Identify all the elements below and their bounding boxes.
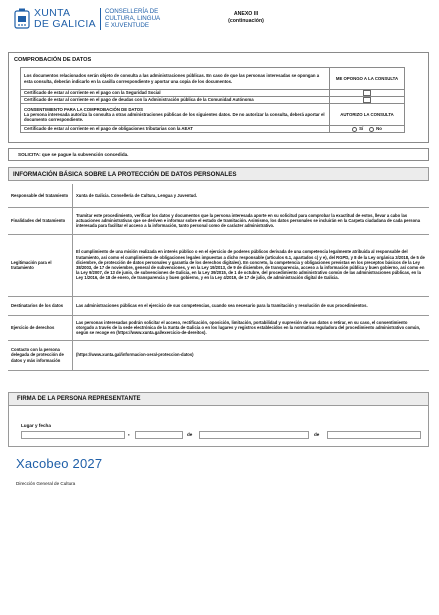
autorizo-header: AUTORIZO LA CONSULTA <box>330 104 405 126</box>
firma-title: FIRMA DE LA PERSONA REPRESENTANTE <box>17 396 141 402</box>
lugar-label: Lugar y fecha <box>21 423 51 428</box>
comprobacion-title: COMPROBACIÓN DE DATOS <box>14 57 92 63</box>
anexo-heading: ANEXO III (continuación) <box>228 11 264 24</box>
ano-input[interactable] <box>327 431 421 439</box>
prot-label: Destinatarios de los datos <box>8 296 73 315</box>
opongo-checkbox-ca[interactable] <box>363 97 371 103</box>
prot-text: Las personas interesadas podrán solicitar el acceso, rectificación, oposición, limitación, portabilidad y supresión de sus datos o retirar, en su caso, el consentimiento otorgado a través de la sede electrónica de la Xunta de Galicia o en los lugares y registros establecidos en la normativa reguladora del procedimiento administrativo común, según se recoge en (https://www.xunta.gal/exercicio-de-dereitos). <box>73 315 430 340</box>
prot-label: Ejercicio de derechos <box>8 315 73 340</box>
prot-text: Las administraciones públicas en el ejercicio de sus competencias, cuando sea necesario para la tramitación y resolución de sus procedimientos. <box>73 296 430 315</box>
firma-section <box>8 392 429 447</box>
prot-link[interactable]: (https://www.xunta.gal/informacion-xeral-proteccion-datos) <box>73 340 430 370</box>
xunta-logo <box>14 8 160 30</box>
row-deudas-ca: Certificado de estar al corriente en el pago de deudas con la Administración pública de la Comunidad Autónoma <box>21 97 330 104</box>
proteccion-table <box>8 184 429 371</box>
proteccion-header: INFORMACIÓN BÁSICA SOBRE LA PROTECCIÓN DE DATOS PERSONALES <box>8 167 429 181</box>
de-label-1: de <box>187 432 193 437</box>
prot-label: Legitimación para el tratamiento <box>8 234 73 296</box>
de-label-2: de <box>314 432 320 437</box>
galicia-crest-icon <box>14 8 30 30</box>
no-label: No <box>376 126 382 132</box>
prot-label: Contacto con la persona delegada de protección de datos y más información <box>8 340 73 370</box>
comprobacion-intro: Los documentos relacionados serán objeto de consulta a las administraciones públicas. En caso de que las personas interesadas se opongan a esta consulta, deberán indicarlo en la casilla correspondiente y aportar una copia de los documentos. <box>21 68 330 90</box>
opongo-header: ME OPONGO A LA CONSULTA <box>330 68 405 90</box>
row-seguridad-social: Certificado de estar al corriente en el pago con la Seguridad Social <box>21 90 330 97</box>
dia-input[interactable] <box>135 431 183 439</box>
consentimiento-subtitle: CONSENTIMIENTO PARA LA COMPROBACIÓN DE DATOS <box>24 106 143 112</box>
comma-label: , <box>128 431 130 437</box>
prot-text: Xunta de Galicia. Consellería de Cultura, Lengua y Juventud. <box>73 184 430 207</box>
xacobeo-logo: Xacobeo 2027 <box>16 456 103 471</box>
xunta-wordmark: XUNTA DE GALICIA <box>34 7 96 30</box>
opongo-checkbox-ss[interactable] <box>363 90 371 96</box>
comprobacion-table <box>20 67 405 133</box>
consentimiento-intro: La persona interesada autoriza la consulta a otras administraciones públicas de los siguientes datos. De no autorizar la consulta, deberá aportar el documento correspondiente. <box>24 111 325 123</box>
direccion-general: Dirección General de Cultura <box>16 481 76 486</box>
mes-input[interactable] <box>199 431 309 439</box>
prot-label: Responsable del tratamiento <box>8 184 73 207</box>
conselleria-name: CONSELLERÍA DE CULTURA, LINGUA E XUVENTUDE <box>104 8 161 29</box>
no-radio[interactable] <box>369 127 374 132</box>
prot-text: El cumplimiento de una misión realizada en interés público o en el ejercicio de poderes públicos derivada de una competencia legalmente atribuida al responsable del tratamiento, así como el cumplimiento de obligaciones legales impuestas a dicho responsable (artículos 6.1, apartados c) y e), del RGPD, y 8 de la Ley orgánica 3/2018, de 5 de diciembre, de protección de datos personales y garantía de los derechos digitales). En concreto, la competencia y obligaciones previstas en los preceptos básicos de la Ley 38/2003, de 17 de noviembre, general de subvenciones, y en la Ley 19/2013, de 9 de diciembre, de transparencia, acceso a la información pública y buen gobierno, así como en la Ley 9/2007, de 13 de junio, de subvenciones de Galicia, en la Ley 39/2015, de 1 de octubre, del procedimiento administrativo común de las administraciones públicas, en la Ley 1/2016, de 18 de enero, de transparencia y buen gobierno, y en la Ley 4/2019, de 17 de julio, de administración digital de Galicia. <box>73 234 430 296</box>
si-label: Sí <box>359 126 364 132</box>
solicita-text: SOLICITA: que se pague la subvención concedida. <box>18 152 129 157</box>
row-aeat: Certificado de estar al corriente en el pago de obligaciones tributarias con la AEAT <box>21 126 330 133</box>
lugar-input[interactable] <box>21 431 125 439</box>
si-radio[interactable] <box>352 127 357 132</box>
prot-text: Tramitar este procedimiento, verificar los datos y documentos que la persona interesada aporte en su solicitud para comprobar la exactitud de estos, llevar a cabo las actuaciones administrativas que se deriven e informar sobre el estado de tramitación. Asimismo, los datos personales se incluirán en la Carpeta ciudadana de cada persona interesada para facilitar el acceso a la información, tanto personal como de carácter administrativo. <box>73 207 430 234</box>
prot-label: Finalidades del tratamiento <box>8 207 73 234</box>
consentimiento-block <box>21 104 330 126</box>
